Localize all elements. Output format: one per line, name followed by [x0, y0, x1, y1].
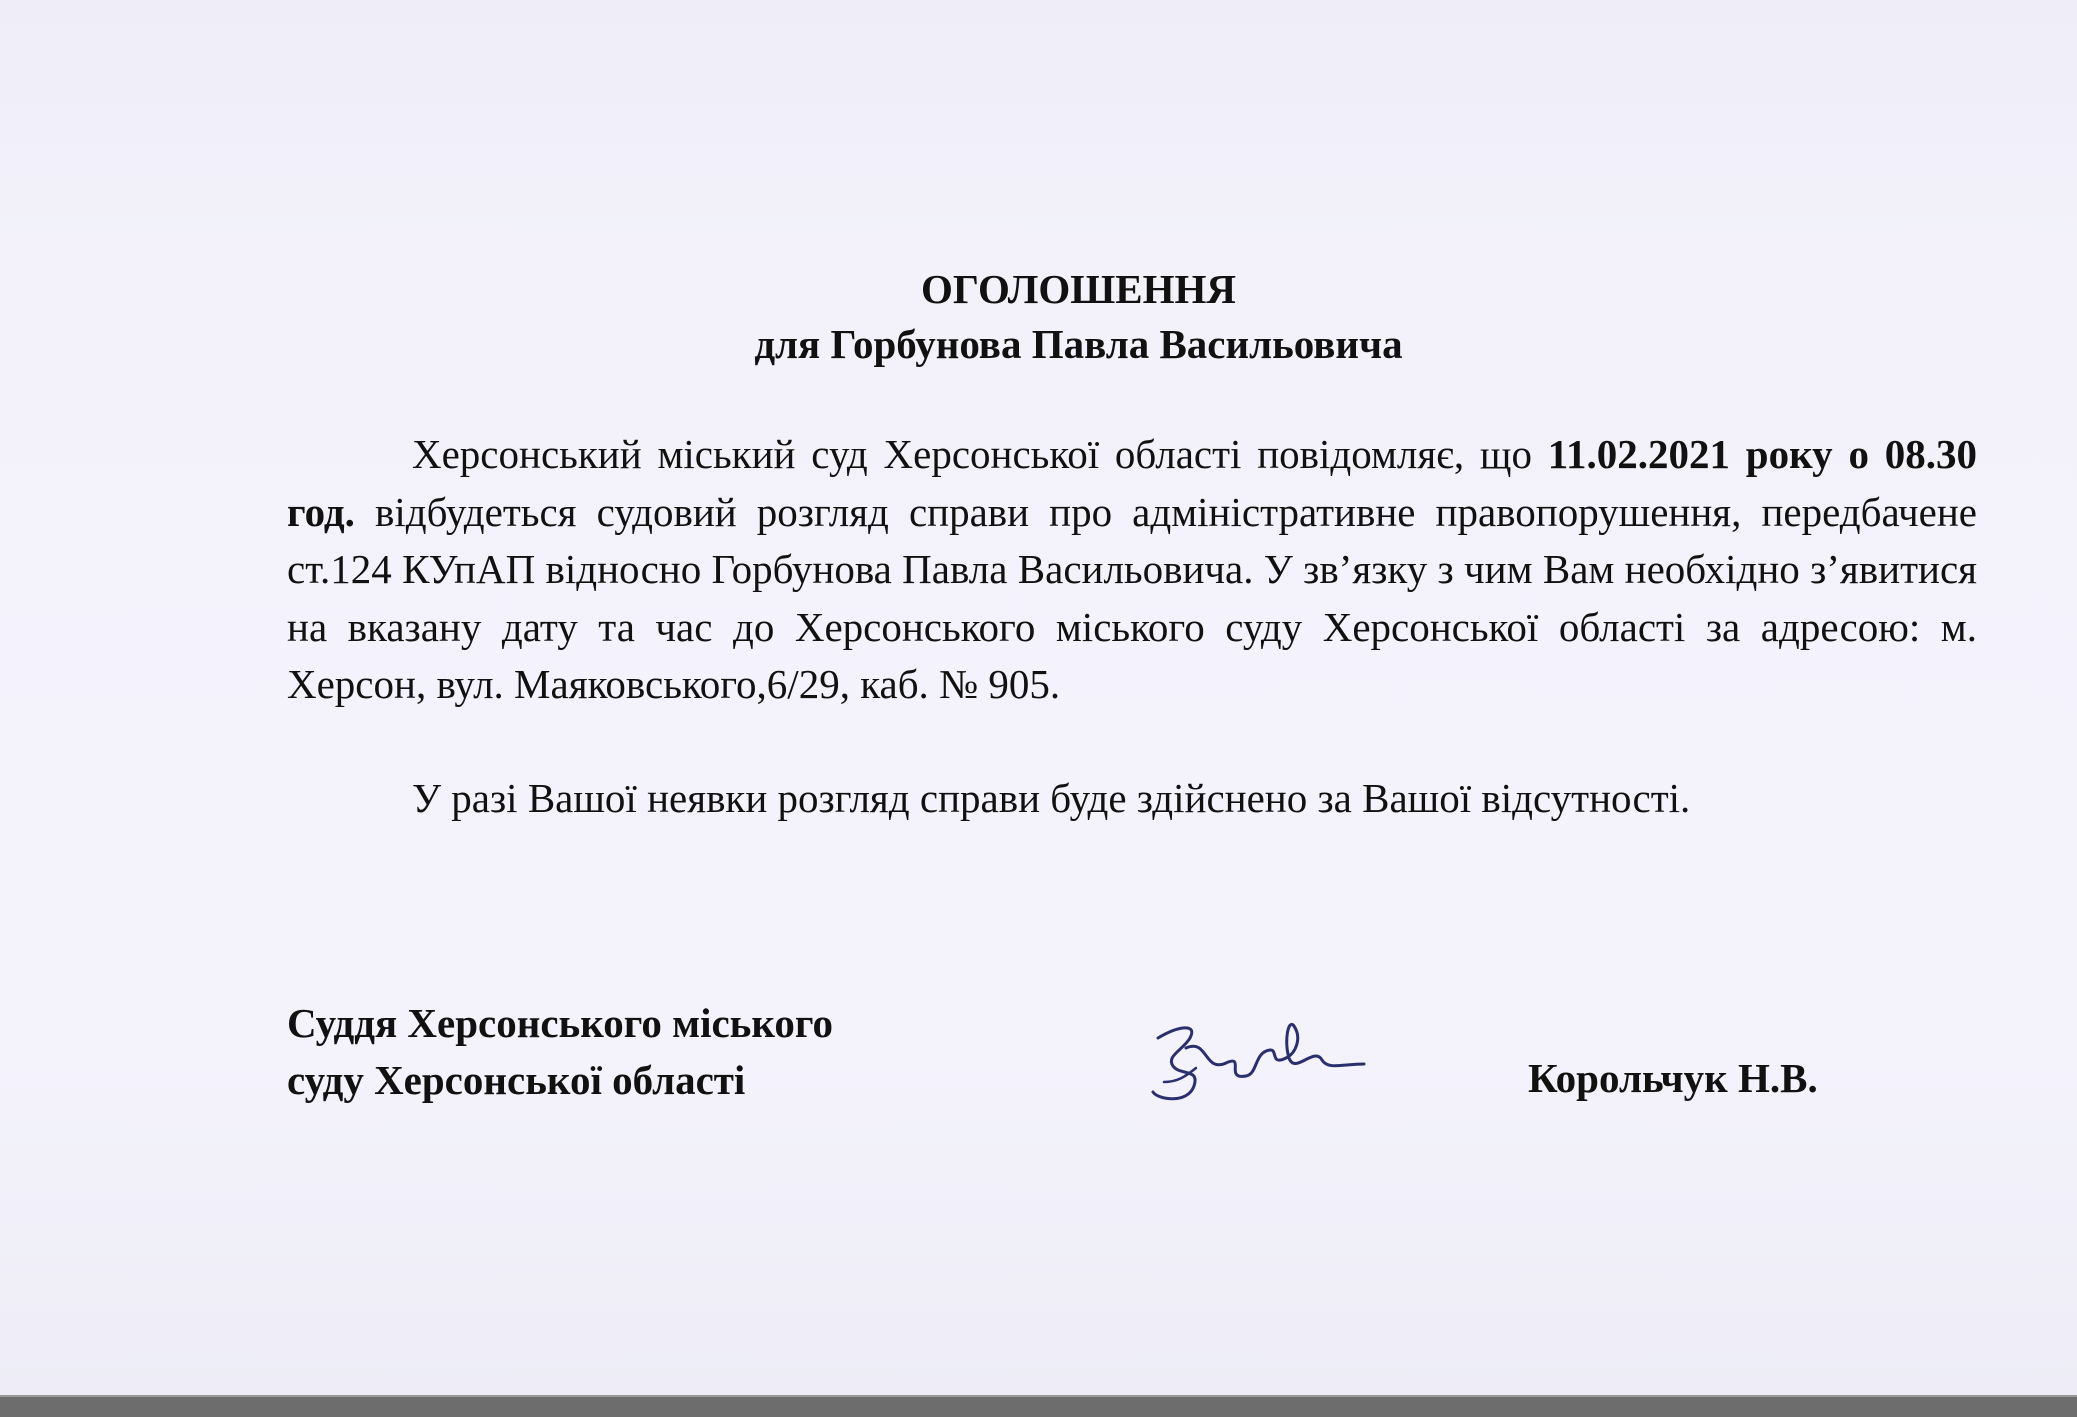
notice-paragraph-1 [287, 426, 1977, 714]
notice-paragraph-2: У разі Вашої неявки розгляд справи буде здійснено за Вашої відсутності. [412, 775, 1691, 821]
hearing-date-time: 11.02.2021 року о 08.30 год. [287, 431, 1978, 535]
notice-subtitle: для Горбунова Павла Васильовича [754, 321, 1403, 367]
scan-bottom-edge [0, 1395, 2077, 1417]
judge-position-line-1: Суддя Херсонського міського [287, 1000, 834, 1046]
handwritten-signature [1138, 1008, 1373, 1113]
judge-position-line-2: суду Херсонської області [287, 1057, 746, 1103]
judge-position [287, 995, 833, 1109]
paragraph-1-intro: Херсонський міський суд Херсонської області повідомляє, що [412, 431, 1548, 477]
notice-title: ОГОЛОШЕННЯ [920, 266, 1236, 312]
judge-name: Корольчук Н.В. [1528, 1055, 1818, 1101]
paragraph-1-rest: відбудеться судовий розгляд справи про адміністративне правопорушення, передбачене ст.124 КУпАП відносно Горбунова Павла Васильовича. У зв’язку з чим Вам необхідно з’явитися на вказану дату та час до Херсонського міського суду Херсонської області за адресою: м. Херсон, вул. Маяковського,6/29, каб. № 905. [287, 488, 1977, 707]
